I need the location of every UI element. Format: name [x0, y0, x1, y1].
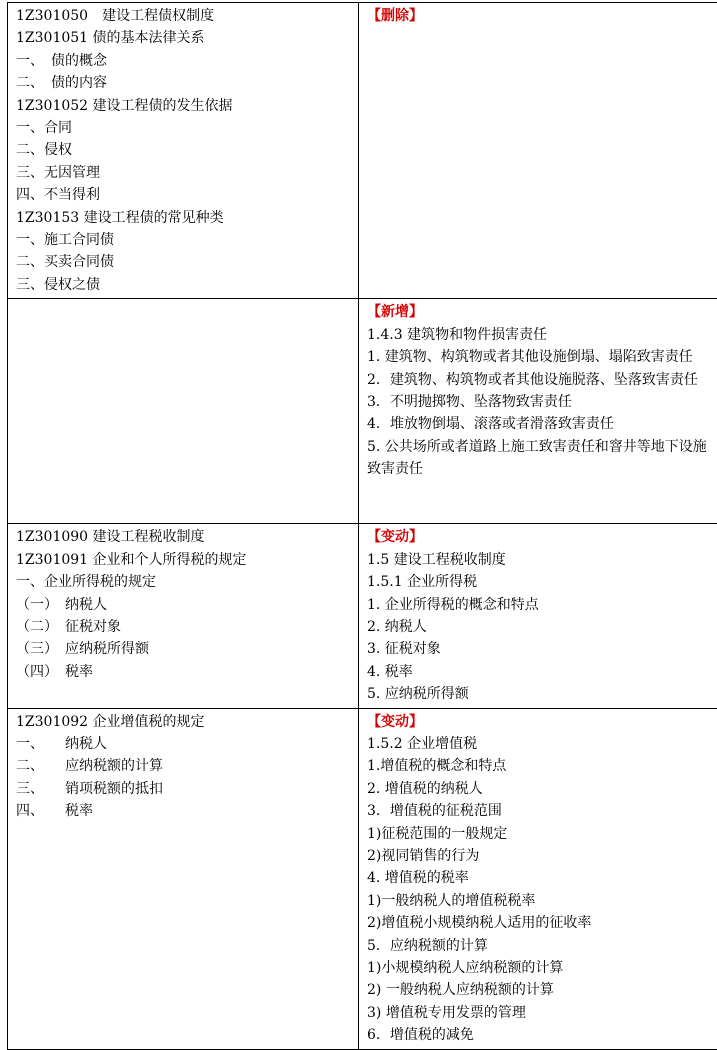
text-line: 三、 销项税额的抵扣 [16, 778, 352, 800]
old-content-cell [8, 299, 359, 524]
text-line: 3) 增值税专用发票的管理 [367, 1002, 713, 1024]
text-line: 2)视同销售的行为 [367, 845, 713, 867]
old-content-cell [8, 708, 359, 1049]
new-content-cell [359, 524, 717, 708]
text-line: （一） 纳税人 [16, 594, 352, 616]
text-line: 三、无因管理 [16, 162, 352, 184]
table-row [8, 3, 717, 299]
text-line: 1Z301092 企业增值税的规定 [16, 711, 352, 733]
text-line: 1. 企业所得税的概念和特点 [367, 594, 713, 616]
text-line: 四、不当得利 [16, 184, 352, 206]
text-line: 1.5.1 企业所得税 [367, 571, 713, 593]
text-line: 1Z301091 企业和个人所得税的规定 [16, 549, 352, 571]
new-content-cell [359, 299, 717, 524]
text-line: 二、 应纳税额的计算 [16, 755, 352, 777]
text-line: 一、施工合同债 [16, 229, 352, 251]
change-tag: 【变动】 [367, 526, 713, 548]
change-tag: 【新增】 [367, 301, 713, 323]
text-line: 1)小规模纳税人应纳税额的计算 [367, 957, 713, 979]
text-line: 1)一般纳税人的增值税税率 [367, 890, 713, 912]
text-line: 1Z301051 债的基本法律关系 [16, 27, 352, 49]
text-line: 5. 应纳税所得额 [367, 683, 713, 705]
text-line: 2. 增值税的纳税人 [367, 778, 713, 800]
text-line: 四、 税率 [16, 800, 352, 822]
text-line: 1Z301090 建设工程税收制度 [16, 526, 352, 548]
text-line: 1)征税范围的一般规定 [367, 823, 713, 845]
comparison-table [7, 2, 717, 1050]
text-line: 6．增值税的减免 [367, 1024, 713, 1046]
text-line: 3．增值税的征税范围 [367, 800, 713, 822]
text-line: 1Z30153 建设工程债的常见种类 [16, 207, 352, 229]
text-line: 1.4.3 建筑物和物件损害责任 [367, 324, 713, 346]
text-line: 1.5.2 企业增值税 [367, 733, 713, 755]
text-line: （三） 应纳税所得额 [16, 638, 352, 660]
text-line: 二、买卖合同债 [16, 251, 352, 273]
table-row [8, 299, 717, 524]
text-line: 1Z301050 建设工程债权制度 [16, 5, 352, 27]
text-line: 二、侵权 [16, 139, 352, 161]
text-line: （二） 征税对象 [16, 616, 352, 638]
text-line: 4. 增值税的税率 [367, 867, 713, 889]
text-line: 5. 公共场所或者道路上施工致害责任和窨井等地下设施致害责任 [367, 436, 713, 481]
text-line: 2．建筑物、构筑物或者其他设施脱落、坠落致害责任 [367, 369, 713, 391]
text-line: 二、 债的内容 [16, 72, 352, 94]
change-tag: 【变动】 [367, 711, 713, 733]
text-line: 2)增值税小规模纳税人适用的征收率 [367, 912, 713, 934]
text-line: 1. 建筑物、构筑物或者其他设施倒塌、塌陷致害责任 [367, 346, 713, 368]
text-line: 1.5 建设工程税收制度 [367, 549, 713, 571]
text-line: 三、侵权之债 [16, 274, 352, 296]
text-line: 1Z301052 建设工程债的发生依据 [16, 95, 352, 117]
new-content-cell [359, 708, 717, 1049]
new-content-cell [359, 3, 717, 299]
text-line: 2. 纳税人 [367, 616, 713, 638]
table-row [8, 708, 717, 1049]
text-line: 4. 税率 [367, 661, 713, 683]
text-line: 2) 一般纳税人应纳税额的计算 [367, 979, 713, 1001]
text-line: 一、 债的概念 [16, 50, 352, 72]
text-line: （四） 税率 [16, 661, 352, 683]
text-line: 1.增值税的概念和特点 [367, 755, 713, 777]
text-line: 5．应纳税额的计算 [367, 935, 713, 957]
old-content-cell [8, 3, 359, 299]
text-line: 3．不明抛掷物、坠落物致害责任 [367, 391, 713, 413]
text-line: 3. 征税对象 [367, 638, 713, 660]
change-tag: 【删除】 [367, 5, 713, 27]
text-line: 4．堆放物倒塌、滚落或者滑落致害责任 [367, 413, 713, 435]
text-line: 一、合同 [16, 117, 352, 139]
table-row [8, 524, 717, 708]
text-line: 一、 纳税人 [16, 733, 352, 755]
text-line: 一、企业所得税的规定 [16, 571, 352, 593]
old-content-cell [8, 524, 359, 708]
